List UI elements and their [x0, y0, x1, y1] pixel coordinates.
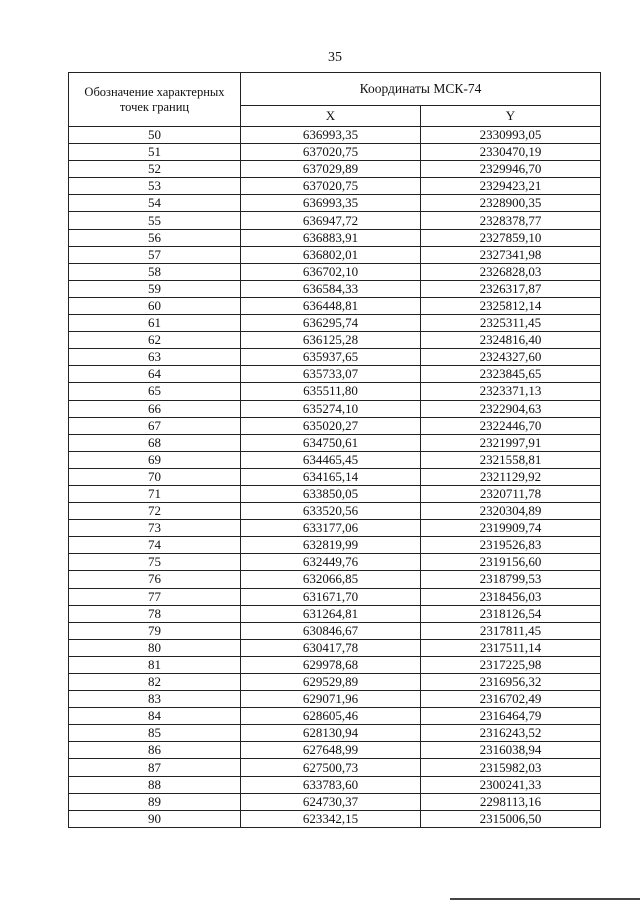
- table-row: [69, 708, 601, 725]
- x-coordinate-cell: 635511,80: [241, 383, 421, 400]
- point-number-cell: 59: [69, 280, 241, 297]
- point-number-cell: 89: [69, 793, 241, 810]
- table-row: [69, 503, 601, 520]
- point-number-cell: 70: [69, 468, 241, 485]
- point-number-cell: 77: [69, 588, 241, 605]
- y-coordinate-cell: 2318456,03: [421, 588, 601, 605]
- y-coordinate-cell: 2317811,45: [421, 622, 601, 639]
- y-coordinate-cell: 2321129,92: [421, 468, 601, 485]
- x-coordinate-cell: 634165,14: [241, 468, 421, 485]
- point-number-cell: 83: [69, 691, 241, 708]
- header-coordinates-system: Координаты МСК-74: [241, 73, 601, 106]
- point-number-cell: 51: [69, 144, 241, 161]
- y-coordinate-cell: 2323845,65: [421, 366, 601, 383]
- point-number-cell: 65: [69, 383, 241, 400]
- table-row: [69, 161, 601, 178]
- point-number-cell: 63: [69, 349, 241, 366]
- x-coordinate-cell: 634465,45: [241, 451, 421, 468]
- point-number-cell: 55: [69, 212, 241, 229]
- table-row: [69, 383, 601, 400]
- x-coordinate-cell: 635274,10: [241, 400, 421, 417]
- x-coordinate-cell: 637020,75: [241, 144, 421, 161]
- coordinates-table: [68, 72, 601, 828]
- table-body: [69, 127, 601, 828]
- x-coordinate-cell: 630417,78: [241, 639, 421, 656]
- x-coordinate-cell: 636802,01: [241, 246, 421, 263]
- y-coordinate-cell: 2330993,05: [421, 127, 601, 144]
- y-coordinate-cell: 2318799,53: [421, 571, 601, 588]
- point-number-cell: 73: [69, 520, 241, 537]
- x-coordinate-cell: 628605,46: [241, 708, 421, 725]
- x-coordinate-cell: 636993,35: [241, 127, 421, 144]
- y-coordinate-cell: 2323371,13: [421, 383, 601, 400]
- point-number-cell: 53: [69, 178, 241, 195]
- table-row: [69, 605, 601, 622]
- x-coordinate-cell: 627648,99: [241, 742, 421, 759]
- x-coordinate-cell: 632819,99: [241, 537, 421, 554]
- table-row: [69, 622, 601, 639]
- y-coordinate-cell: 2321997,91: [421, 434, 601, 451]
- table-row: [69, 195, 601, 212]
- point-number-cell: 90: [69, 810, 241, 827]
- point-number-cell: 56: [69, 229, 241, 246]
- y-coordinate-cell: 2316464,79: [421, 708, 601, 725]
- y-coordinate-cell: 2326317,87: [421, 280, 601, 297]
- x-coordinate-cell: 636883,91: [241, 229, 421, 246]
- x-coordinate-cell: 636702,10: [241, 263, 421, 280]
- table-row: [69, 639, 601, 656]
- x-coordinate-cell: 636584,33: [241, 280, 421, 297]
- table-row: [69, 144, 601, 161]
- y-coordinate-cell: 2322904,63: [421, 400, 601, 417]
- y-coordinate-cell: 2316956,32: [421, 674, 601, 691]
- y-coordinate-cell: 2328378,77: [421, 212, 601, 229]
- y-coordinate-cell: 2319156,60: [421, 554, 601, 571]
- x-coordinate-cell: 631264,81: [241, 605, 421, 622]
- y-coordinate-cell: 2322446,70: [421, 417, 601, 434]
- point-number-cell: 79: [69, 622, 241, 639]
- x-coordinate-cell: 629978,68: [241, 656, 421, 673]
- table-row: [69, 759, 601, 776]
- point-number-cell: 80: [69, 639, 241, 656]
- y-coordinate-cell: 2329946,70: [421, 161, 601, 178]
- x-coordinate-cell: 631671,70: [241, 588, 421, 605]
- x-coordinate-cell: 633783,60: [241, 776, 421, 793]
- point-number-cell: 75: [69, 554, 241, 571]
- table-header-row: [69, 73, 601, 106]
- y-coordinate-cell: 2320304,89: [421, 503, 601, 520]
- point-number-cell: 67: [69, 417, 241, 434]
- point-number-cell: 88: [69, 776, 241, 793]
- page-edge-line: [450, 898, 640, 900]
- x-coordinate-cell: 636448,81: [241, 297, 421, 314]
- point-number-cell: 72: [69, 503, 241, 520]
- x-coordinate-cell: 632449,76: [241, 554, 421, 571]
- y-coordinate-cell: 2326828,03: [421, 263, 601, 280]
- point-number-cell: 57: [69, 246, 241, 263]
- y-coordinate-cell: 2315982,03: [421, 759, 601, 776]
- table-row: [69, 315, 601, 332]
- point-number-cell: 52: [69, 161, 241, 178]
- x-coordinate-cell: 623342,15: [241, 810, 421, 827]
- x-coordinate-cell: 629071,96: [241, 691, 421, 708]
- point-number-cell: 82: [69, 674, 241, 691]
- point-number-cell: 71: [69, 485, 241, 502]
- table-row: [69, 485, 601, 502]
- table-row: [69, 725, 601, 742]
- table-row: [69, 246, 601, 263]
- y-coordinate-cell: 2327859,10: [421, 229, 601, 246]
- table-row: [69, 366, 601, 383]
- table-row: [69, 263, 601, 280]
- x-coordinate-cell: 634750,61: [241, 434, 421, 451]
- x-coordinate-cell: 633850,05: [241, 485, 421, 502]
- x-coordinate-cell: 633177,06: [241, 520, 421, 537]
- x-coordinate-cell: 630846,67: [241, 622, 421, 639]
- y-coordinate-cell: 2316243,52: [421, 725, 601, 742]
- point-number-cell: 68: [69, 434, 241, 451]
- point-number-cell: 86: [69, 742, 241, 759]
- point-number-cell: 62: [69, 332, 241, 349]
- x-coordinate-cell: 629529,89: [241, 674, 421, 691]
- table-row: [69, 742, 601, 759]
- y-coordinate-cell: 2325311,45: [421, 315, 601, 332]
- y-coordinate-cell: 2319526,83: [421, 537, 601, 554]
- x-coordinate-cell: 636125,28: [241, 332, 421, 349]
- table-row: [69, 468, 601, 485]
- point-number-cell: 85: [69, 725, 241, 742]
- point-number-cell: 60: [69, 297, 241, 314]
- x-coordinate-cell: 628130,94: [241, 725, 421, 742]
- page-number: 35: [328, 50, 342, 65]
- y-coordinate-cell: 2320711,78: [421, 485, 601, 502]
- x-coordinate-cell: 633520,56: [241, 503, 421, 520]
- point-number-cell: 64: [69, 366, 241, 383]
- point-number-cell: 74: [69, 537, 241, 554]
- x-coordinate-cell: 635733,07: [241, 366, 421, 383]
- table-row: [69, 554, 601, 571]
- y-coordinate-cell: 2317225,98: [421, 656, 601, 673]
- point-number-cell: 50: [69, 127, 241, 144]
- y-coordinate-cell: 2321558,81: [421, 451, 601, 468]
- y-coordinate-cell: 2319909,74: [421, 520, 601, 537]
- y-coordinate-cell: 2325812,14: [421, 297, 601, 314]
- y-coordinate-cell: 2318126,54: [421, 605, 601, 622]
- x-coordinate-cell: 637020,75: [241, 178, 421, 195]
- y-coordinate-cell: 2327341,98: [421, 246, 601, 263]
- point-number-cell: 78: [69, 605, 241, 622]
- table-row: [69, 691, 601, 708]
- x-coordinate-cell: 632066,85: [241, 571, 421, 588]
- point-number-cell: 66: [69, 400, 241, 417]
- table-row: [69, 400, 601, 417]
- table-row: [69, 656, 601, 673]
- y-coordinate-cell: 2317511,14: [421, 639, 601, 656]
- y-coordinate-cell: 2315006,50: [421, 810, 601, 827]
- x-coordinate-cell: 624730,37: [241, 793, 421, 810]
- table-row: [69, 280, 601, 297]
- y-coordinate-cell: 2328900,35: [421, 195, 601, 212]
- table-row: [69, 127, 601, 144]
- y-coordinate-cell: 2300241,33: [421, 776, 601, 793]
- point-number-cell: 58: [69, 263, 241, 280]
- point-number-cell: 61: [69, 315, 241, 332]
- table-row: [69, 212, 601, 229]
- table-row: [69, 229, 601, 246]
- y-coordinate-cell: 2316038,94: [421, 742, 601, 759]
- y-coordinate-cell: 2298113,16: [421, 793, 601, 810]
- header-boundary-points: Обозначение характерных точек границ: [69, 73, 241, 127]
- table-row: [69, 178, 601, 195]
- x-coordinate-cell: 636295,74: [241, 315, 421, 332]
- point-number-cell: 54: [69, 195, 241, 212]
- x-coordinate-cell: 635020,27: [241, 417, 421, 434]
- table-row: [69, 520, 601, 537]
- y-coordinate-cell: 2324816,40: [421, 332, 601, 349]
- table-row: [69, 776, 601, 793]
- table-row: [69, 537, 601, 554]
- y-coordinate-cell: 2329423,21: [421, 178, 601, 195]
- table-row: [69, 793, 601, 810]
- y-coordinate-cell: 2324327,60: [421, 349, 601, 366]
- x-coordinate-cell: 627500,73: [241, 759, 421, 776]
- table-row: [69, 297, 601, 314]
- point-number-cell: 76: [69, 571, 241, 588]
- table-row: [69, 674, 601, 691]
- point-number-cell: 69: [69, 451, 241, 468]
- table-row: [69, 434, 601, 451]
- x-coordinate-cell: 636993,35: [241, 195, 421, 212]
- point-number-cell: 87: [69, 759, 241, 776]
- table-row: [69, 451, 601, 468]
- y-coordinate-cell: 2316702,49: [421, 691, 601, 708]
- point-number-cell: 81: [69, 656, 241, 673]
- point-number-cell: 84: [69, 708, 241, 725]
- y-coordinate-cell: 2330470,19: [421, 144, 601, 161]
- table-row: [69, 417, 601, 434]
- x-coordinate-cell: 635937,65: [241, 349, 421, 366]
- x-coordinate-cell: 636947,72: [241, 212, 421, 229]
- table-row: [69, 349, 601, 366]
- table-row: [69, 571, 601, 588]
- header-x: X: [241, 106, 421, 127]
- table-row: [69, 588, 601, 605]
- header-y: Y: [421, 106, 601, 127]
- table-row: [69, 332, 601, 349]
- table-row: [69, 810, 601, 827]
- x-coordinate-cell: 637029,89: [241, 161, 421, 178]
